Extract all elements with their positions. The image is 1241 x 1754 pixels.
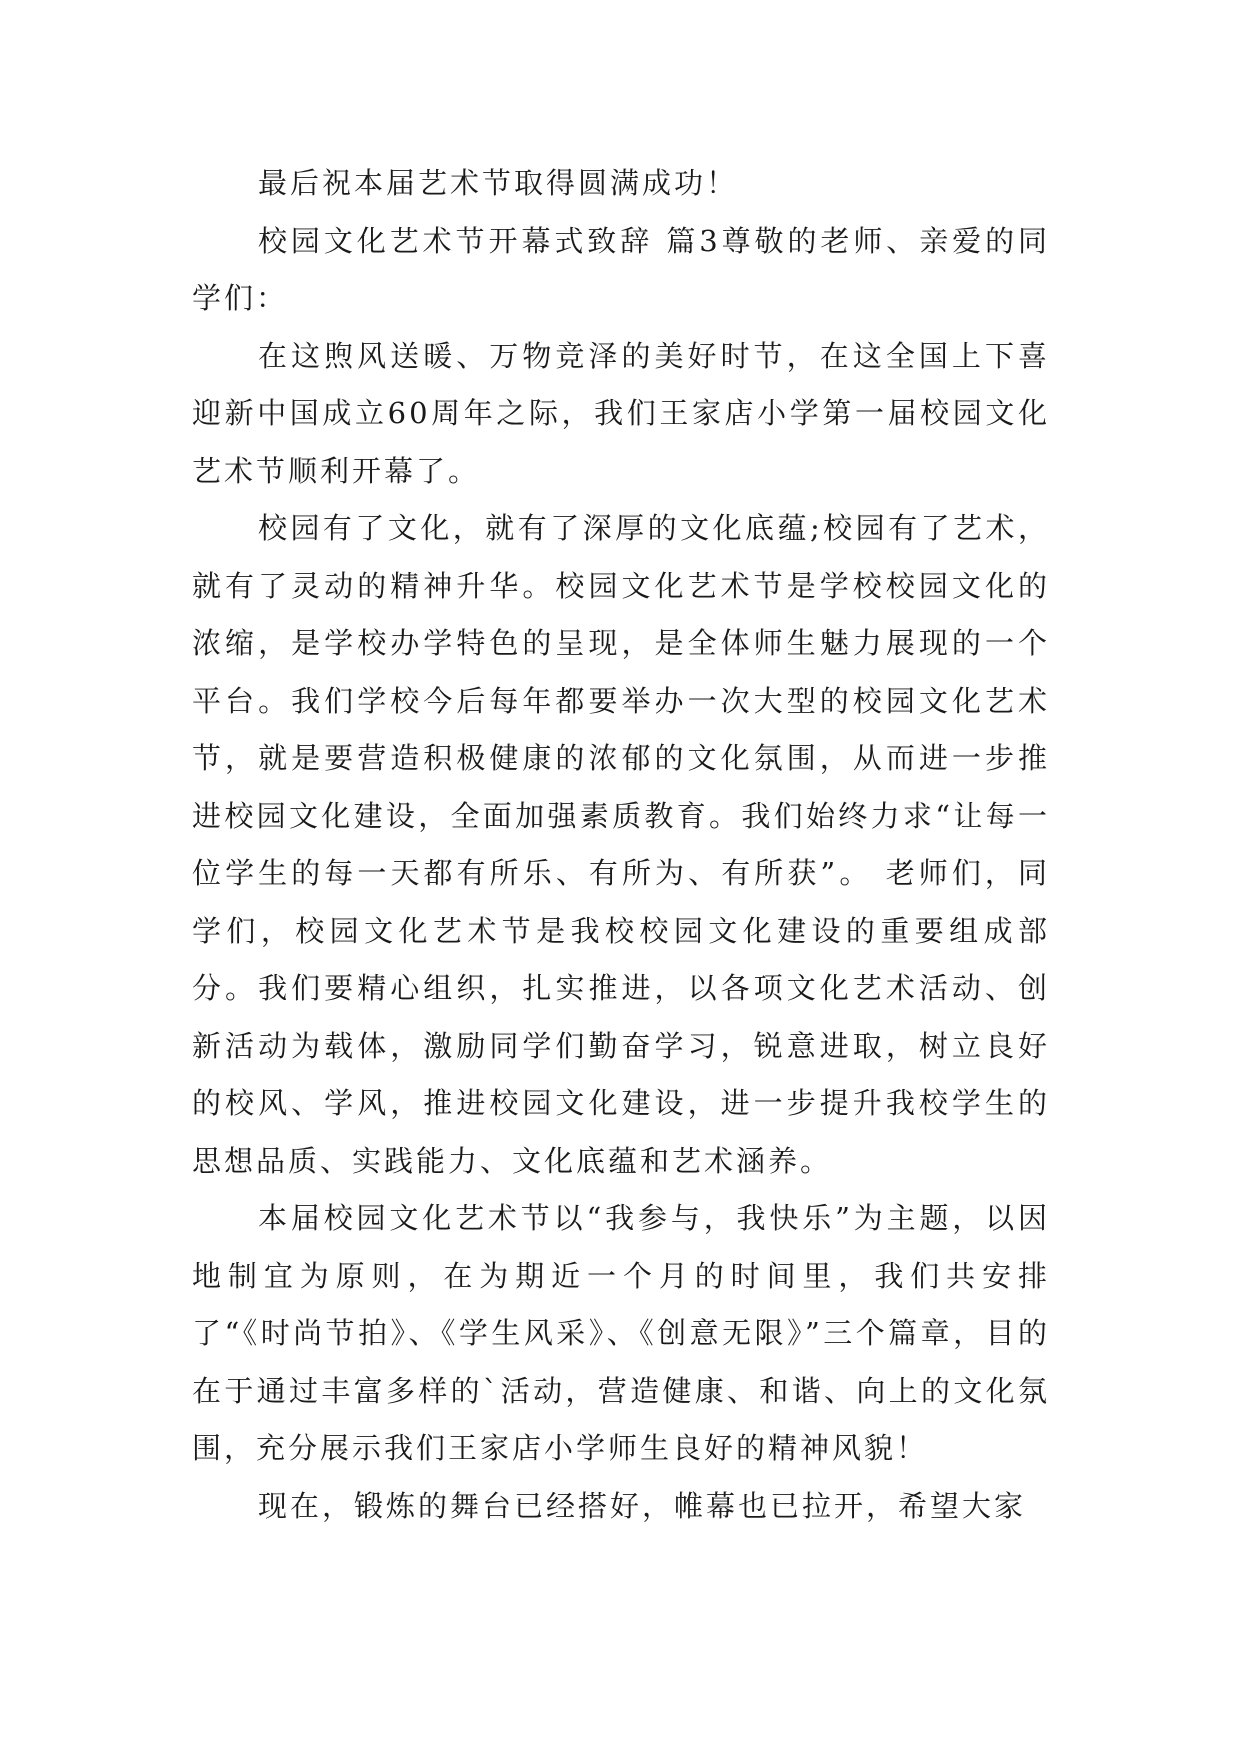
- paragraph-heading-greeting: 校园文化艺术节开幕式致辞 篇3尊敬的老师、亲爱的同学们：: [192, 223, 1050, 315]
- document-body: [192, 155, 1050, 1535]
- paragraph-stage-ready: 现在，锻炼的舞台已经搭好，帷幕也已拉开，希望大家: [258, 1488, 1027, 1523]
- paragraph-opening: 在这煦风送暖、万物竞泽的美好时节，在这全国上下喜迎新中国成立60周年之际，我们王家店小学第一届校园文化艺术节顺利开幕了。: [192, 338, 1050, 488]
- paragraph-culture-significance: 校园有了文化，就有了深厚的文化底蕴;校园有了艺术，就有了灵动的精神升华。校园文化艺术节是学校校园文化的浓缩，是学校办学特色的呈现，是全体师生魅力展现的一个平台。我们学校今后每年都要举办一次大型的校园文化艺术节，就是要营造积极健康的浓郁的文化氛围，从而进一步推进校园文化建设，全面加强素质教育。我们始终力求“让每一位学生的每一天都有所乐、有所为、有所获”。 老师们，同学们，校园文化艺术节是我校校园文化建设的重要组成部分。我们要精心组织，扎实推进，以各项文化艺术活动、创新活动为载体，激励同学们勤奋学习，锐意进取，树立良好的校风、学风，推进校园文化建设，进一步提升我校学生的思想品质、实践能力、文化底蕴和艺术涵养。: [192, 511, 1050, 1178]
- paragraph-theme-arrangement: 本届校园文化艺术节以“我参与，我快乐”为主题，以因地制宜为原则，在为期近一个月的时间里，我们共安排了“《时尚节拍》、《学生风采》、《创意无限》”三个篇章，目的在于通过丰富多样的`活动，营造健康、和谐、向上的文化氛围，充分展示我们王家店小学师生良好的精神风貌！: [192, 1201, 1050, 1465]
- paragraph-closing-wish: 最后祝本届艺术节取得圆满成功！: [258, 166, 739, 200]
